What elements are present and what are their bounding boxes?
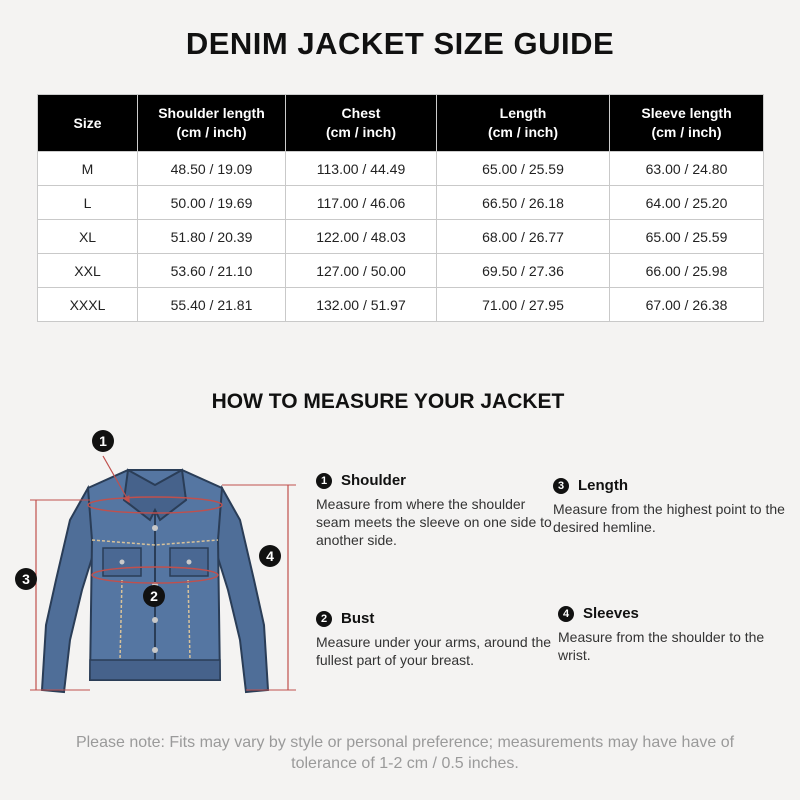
tolerance-note: Please note: Fits may vary by style or personal preference; measurements may have have of tolerance of 1-2 cm / 0.5 inches.	[75, 734, 735, 772]
measure-length	[553, 477, 793, 536]
measure-shoulder	[316, 472, 556, 549]
right-sleeve	[214, 488, 268, 692]
header-length: Length (cm / inch)	[437, 95, 610, 152]
cell-chest: 113.00 / 44.49	[286, 152, 437, 186]
number-badge: 3	[553, 478, 569, 494]
svg-text:1: 1	[99, 433, 107, 449]
svg-text:4: 4	[266, 548, 274, 564]
size-chart-table	[37, 94, 764, 322]
measure-description: Measure from where the shoulder seam meets the sleeve on one side to another side.	[316, 496, 552, 548]
measure-title: Length	[578, 477, 628, 494]
cell-shoulder: 55.40 / 21.81	[138, 288, 286, 322]
cell-length: 65.00 / 25.59	[437, 152, 610, 186]
waistband	[90, 660, 220, 680]
table-header-row	[38, 95, 764, 152]
cell-sleeve: 64.00 / 25.20	[610, 186, 764, 220]
marker-4	[259, 545, 281, 567]
table-row	[38, 288, 764, 322]
header-shoulder-length: Shoulder length (cm / inch)	[138, 95, 286, 152]
header-sleeve-length: Sleeve length (cm / inch)	[610, 95, 764, 152]
cell-length: 69.50 / 27.36	[437, 254, 610, 288]
number-badge: 1	[316, 473, 332, 489]
cell-size: XL	[38, 220, 138, 254]
marker-3	[15, 568, 37, 590]
header-chest: Chest (cm / inch)	[286, 95, 437, 152]
page-title: DENIM JACKET SIZE GUIDE	[185, 26, 615, 61]
cell-size: L	[38, 186, 138, 220]
cell-chest: 117.00 / 46.06	[286, 186, 437, 220]
cell-shoulder: 51.80 / 20.39	[138, 220, 286, 254]
svg-text:2: 2	[150, 588, 158, 604]
measure-title: Bust	[341, 610, 375, 627]
cell-shoulder: 53.60 / 21.10	[138, 254, 286, 288]
cell-length: 71.00 / 27.95	[437, 288, 610, 322]
marker-1	[92, 430, 114, 452]
cell-sleeve: 67.00 / 26.38	[610, 288, 764, 322]
cell-size: XXL	[38, 254, 138, 288]
measure-bust	[316, 610, 556, 669]
measure-description: Measure from the shoulder to the wrist.	[558, 629, 765, 663]
cell-chest: 132.00 / 51.97	[286, 288, 437, 322]
table-row	[38, 186, 764, 220]
left-sleeve	[42, 488, 96, 692]
measure-title: Sleeves	[583, 605, 639, 622]
measure-description: Measure from the highest point to the desired hemline.	[553, 501, 785, 535]
section-heading: HOW TO MEASURE YOUR JACKET	[211, 390, 565, 413]
number-badge: 2	[316, 611, 332, 627]
cell-chest: 127.00 / 50.00	[286, 254, 437, 288]
jacket-illustration	[0, 425, 310, 710]
table-row	[38, 152, 764, 186]
cell-sleeve: 65.00 / 25.59	[610, 220, 764, 254]
cell-length: 68.00 / 26.77	[437, 220, 610, 254]
measure-title: Shoulder	[341, 472, 407, 489]
cell-shoulder: 48.50 / 19.09	[138, 152, 286, 186]
cell-length: 66.50 / 26.18	[437, 186, 610, 220]
cell-size: M	[38, 152, 138, 186]
measure-description: Measure under your arms, around the fullest part of your breast.	[316, 634, 552, 668]
measure-sleeves	[558, 605, 798, 664]
table-row	[38, 254, 764, 288]
cell-chest: 122.00 / 48.03	[286, 220, 437, 254]
table-row	[38, 220, 764, 254]
marker-2	[143, 585, 165, 607]
header-size: Size	[38, 95, 138, 152]
number-badge: 4	[558, 606, 574, 622]
cell-sleeve: 66.00 / 25.98	[610, 254, 764, 288]
svg-text:3: 3	[22, 571, 30, 587]
cell-shoulder: 50.00 / 19.69	[138, 186, 286, 220]
cell-sleeve: 63.00 / 24.80	[610, 152, 764, 186]
cell-size: XXXL	[38, 288, 138, 322]
